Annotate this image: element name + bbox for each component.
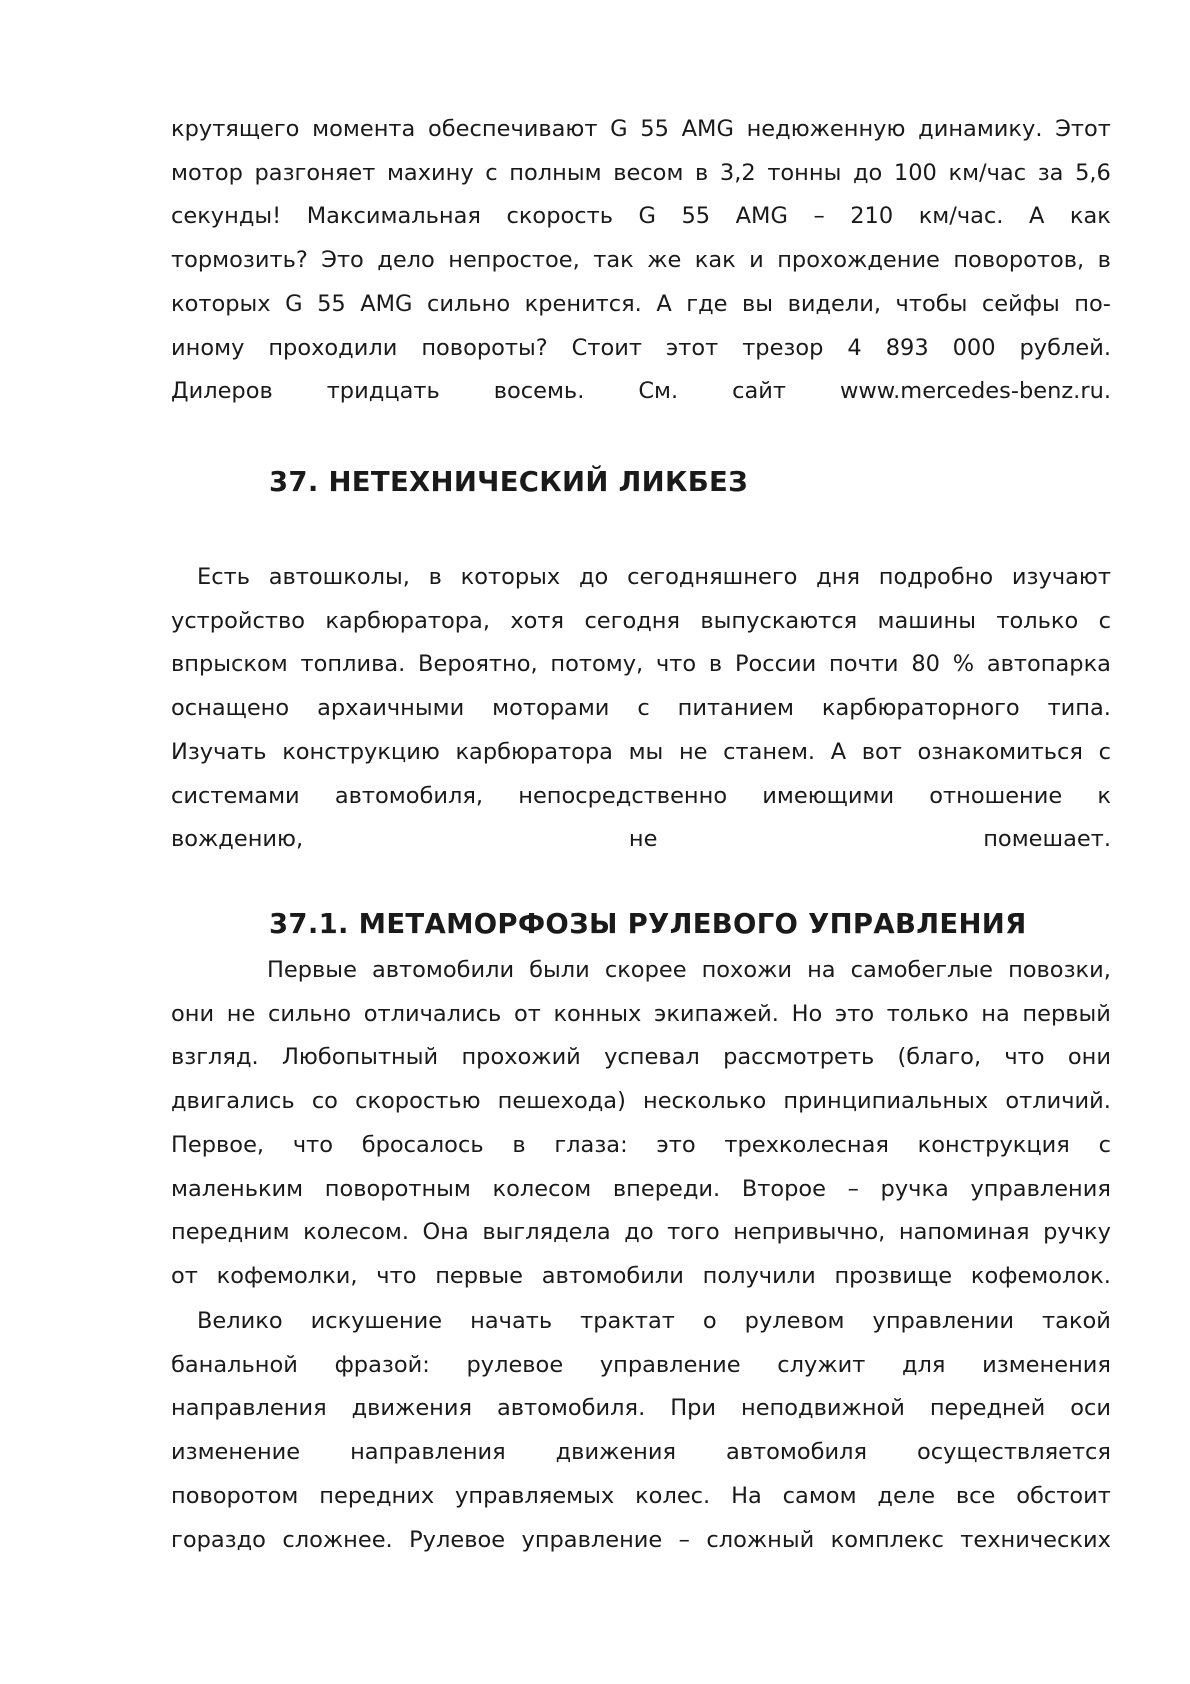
word: взгляд.: [171, 1044, 259, 1071]
text-line: [171, 1519, 1111, 1563]
word: –: [678, 1526, 690, 1553]
word: динамику.: [918, 116, 1043, 142]
word: управление: [599, 1351, 741, 1378]
word: направления: [171, 1395, 327, 1422]
word: G: [638, 203, 656, 230]
word: сильно: [426, 290, 511, 317]
word: Изучать: [171, 738, 267, 765]
word: поворотом: [171, 1482, 299, 1509]
word: самом: [782, 1482, 857, 1509]
word: передних: [319, 1482, 435, 1509]
word: вождению,: [171, 826, 304, 853]
section-heading-37: 37. НЕТЕХНИЧЕСКИЙ ЛИКБЕЗ: [269, 466, 748, 498]
text-line: [171, 152, 1111, 196]
word: в: [1097, 247, 1111, 274]
word: чтобы: [895, 290, 968, 317]
word: видели,: [787, 290, 882, 317]
word: скоростью: [355, 1088, 481, 1115]
word: дня: [816, 564, 860, 590]
word: такой: [1042, 1308, 1111, 1334]
word: это: [834, 1000, 875, 1027]
word: банальной: [171, 1351, 298, 1378]
word: сайт: [732, 378, 787, 405]
word: принципиальных: [783, 1088, 989, 1115]
word: 55: [681, 203, 711, 230]
word: колес.: [635, 1482, 711, 1509]
word: машины: [877, 607, 976, 634]
word: Есть: [197, 564, 250, 590]
word: колесом: [492, 1175, 592, 1202]
word: повозки,: [1008, 957, 1111, 983]
text-line: [171, 283, 1111, 327]
word: впереди.: [612, 1175, 721, 1202]
word: AMG: [681, 116, 734, 142]
word: конных: [553, 1000, 642, 1027]
word: типа.: [1047, 695, 1111, 722]
word: G: [285, 290, 303, 317]
text-line: [171, 949, 1111, 993]
word: выглядела: [482, 1219, 611, 1246]
word: –: [847, 1175, 859, 1202]
word: в: [695, 159, 709, 186]
word: только: [886, 1000, 969, 1027]
word: км/час.: [918, 203, 1004, 230]
word: тридцать: [326, 378, 440, 405]
word: что: [655, 651, 697, 678]
word: фразой:: [334, 1351, 430, 1378]
word: пешехода): [497, 1088, 626, 1115]
word: от: [513, 1000, 541, 1027]
word: автомобили: [541, 1262, 684, 1289]
word: похожи: [701, 957, 793, 983]
word: до: [852, 159, 883, 186]
word: в: [428, 564, 442, 590]
word: тонны: [767, 159, 842, 186]
paragraph-section-37-1-b: [171, 1300, 1111, 1562]
word: так: [593, 247, 634, 274]
word: AMG: [360, 290, 413, 317]
word: См.: [638, 378, 679, 405]
word: поворотным: [324, 1175, 471, 1202]
paragraph-section-37-1-a: [171, 949, 1111, 1299]
word: сильно: [267, 1000, 352, 1027]
word: не: [226, 1000, 256, 1027]
word: Дилеров: [171, 378, 273, 405]
word: карбюратора: [455, 738, 613, 765]
word: отличий.: [1005, 1088, 1111, 1115]
text-line: [171, 1255, 1111, 1299]
word: помешает.: [983, 826, 1111, 853]
word: управлении: [872, 1308, 1015, 1334]
word: 3,2: [719, 159, 756, 186]
word: на: [807, 957, 836, 983]
word: На: [731, 1482, 762, 1509]
word: Второе: [741, 1175, 827, 1202]
word: разгоняет: [254, 159, 376, 186]
word: гораздо: [171, 1526, 266, 1553]
word: поворотов,: [953, 247, 1085, 274]
word: 100: [893, 159, 937, 186]
word: ручку: [1043, 1219, 1111, 1246]
word: ручка: [880, 1175, 949, 1202]
text-line: [171, 775, 1111, 819]
word: Велико: [197, 1308, 283, 1334]
word: сегодня: [584, 607, 681, 634]
word: прохождение: [777, 247, 940, 274]
word: движения: [351, 1395, 473, 1422]
word: первые: [435, 1262, 523, 1289]
text-line: [171, 1344, 1111, 1388]
word: как: [694, 247, 736, 274]
word: о: [702, 1308, 717, 1334]
word: для: [901, 1351, 946, 1378]
word: технических: [960, 1526, 1111, 1553]
word: изучают: [1011, 564, 1111, 590]
text-line: [171, 1300, 1111, 1344]
word: карбюратора,: [325, 607, 490, 634]
word: начать: [470, 1308, 553, 1334]
word: обстоит: [1016, 1482, 1111, 1509]
word: 893: [885, 334, 929, 361]
word: же: [647, 247, 682, 274]
word: искушение: [310, 1308, 443, 1334]
word: автомобиля.: [497, 1395, 646, 1422]
word: до: [624, 1219, 654, 1246]
word: служит: [777, 1351, 866, 1378]
word: G: [610, 116, 628, 142]
word: моторами: [492, 695, 610, 722]
word: все: [955, 1482, 996, 1509]
word: несколько: [642, 1088, 767, 1115]
word: управление: [521, 1526, 663, 1553]
word: А: [656, 290, 672, 317]
word: напоминая: [898, 1219, 1030, 1246]
word: деле: [877, 1482, 936, 1509]
word: трехколесная: [724, 1131, 889, 1158]
word: имеющими: [762, 782, 895, 809]
word: и: [749, 247, 764, 274]
word: непосредственно: [518, 782, 728, 809]
word: автопарка: [986, 651, 1111, 678]
word: не: [678, 738, 708, 765]
word: это: [656, 1131, 696, 1158]
word: которых: [460, 564, 561, 590]
word: Первые: [267, 957, 357, 983]
word: сейфы: [981, 290, 1060, 317]
word: кофемолок.: [970, 1262, 1111, 1289]
word: Но: [791, 1000, 823, 1027]
word: с: [1098, 738, 1111, 765]
word: передней: [929, 1395, 1046, 1422]
word: управляемых: [455, 1482, 615, 1509]
word: трактат: [580, 1308, 675, 1334]
word: осуществляется: [916, 1439, 1111, 1466]
word: неподвижной: [741, 1395, 905, 1422]
document-page: [171, 108, 1111, 1553]
word: топлива.: [300, 651, 406, 678]
word: Она: [422, 1219, 469, 1246]
section-heading-37-1: 37.1. МЕТАМОРФОЗЫ РУЛЕВОГО УПРАВЛЕНИЯ: [269, 908, 1027, 940]
word: успевал: [604, 1044, 700, 1071]
word: вы: [742, 290, 774, 317]
word: хотя: [510, 607, 565, 634]
word: потому,: [550, 651, 644, 678]
word: Этот: [1055, 116, 1111, 142]
text-line: [171, 600, 1111, 644]
word: непростое,: [448, 247, 580, 274]
word: сегодняшнего: [627, 564, 798, 590]
word: до: [579, 564, 609, 590]
word: что: [376, 1262, 417, 1289]
word: секунды!: [171, 203, 282, 230]
word: России: [734, 651, 817, 678]
word: первый: [1022, 1000, 1111, 1027]
word: скорее: [604, 957, 687, 983]
word: они: [171, 1000, 215, 1027]
word: того: [667, 1219, 720, 1246]
word: прозвище: [834, 1262, 953, 1289]
word: за: [1037, 159, 1064, 186]
word: махину: [386, 159, 474, 186]
word: сложный: [706, 1526, 815, 1553]
word: 4: [847, 334, 862, 361]
word: AMG: [735, 203, 788, 230]
word: момента: [312, 116, 416, 142]
word: впрыском: [171, 651, 288, 678]
word: ознакомиться: [917, 738, 1083, 765]
word: вот: [861, 738, 902, 765]
word: автомобиля,: [334, 782, 484, 809]
word: При: [670, 1395, 717, 1422]
word: непривычно,: [733, 1219, 886, 1246]
paragraph-section-37: [171, 556, 1111, 862]
word: восемь.: [493, 378, 585, 405]
word: маленьким: [171, 1175, 304, 1202]
word: к: [1097, 782, 1111, 809]
word: 55: [317, 290, 346, 317]
word: почти: [829, 651, 899, 678]
word: автомобили: [371, 957, 515, 983]
word: изменения: [982, 1351, 1111, 1378]
word: колесом.: [303, 1219, 409, 1246]
word: недюженную: [746, 116, 906, 142]
word: этот: [665, 334, 719, 361]
text-line: [171, 1168, 1111, 1212]
text-line: [171, 195, 1111, 239]
word: повороты?: [421, 334, 548, 361]
text-line: [171, 818, 1111, 862]
word: Максимальная: [306, 203, 481, 230]
word: рулевом: [744, 1308, 845, 1334]
word: –: [813, 203, 825, 230]
word: направления: [350, 1439, 506, 1466]
word: полным: [509, 159, 602, 186]
word: архаичными: [317, 695, 465, 722]
word: не: [628, 826, 658, 853]
word: скорость: [506, 203, 613, 230]
word: отношение: [929, 782, 1063, 809]
word: подробно: [878, 564, 994, 590]
word: комплекс: [830, 1526, 944, 1553]
paragraph-intro: [171, 108, 1111, 414]
word: которых: [171, 290, 271, 317]
word: от: [171, 1262, 198, 1289]
word: 000: [952, 334, 996, 361]
word: оснащено: [171, 695, 290, 722]
word: получили: [702, 1262, 816, 1289]
word: А: [830, 738, 847, 765]
word: кренится.: [524, 290, 642, 317]
word: рассмотреть: [723, 1044, 875, 1071]
word: крутящего: [171, 116, 300, 142]
word: 5,6: [1075, 159, 1111, 186]
word: А: [1028, 203, 1045, 230]
text-line: [171, 556, 1111, 600]
word: системами: [171, 782, 300, 809]
word: станем.: [723, 738, 816, 765]
text-line: [171, 327, 1111, 371]
word: управления: [970, 1175, 1111, 1202]
word: мотор: [171, 159, 243, 186]
word: выпускаются: [700, 607, 858, 634]
word: с: [1098, 607, 1111, 634]
word: Любопытный: [281, 1044, 439, 1071]
word: с: [1098, 1131, 1111, 1158]
word: в: [708, 651, 723, 678]
word: глаза:: [554, 1131, 628, 1158]
word: в: [512, 1131, 526, 1158]
word: Это: [321, 247, 364, 274]
word: устройство: [171, 607, 305, 634]
word: оси: [1070, 1395, 1111, 1422]
text-line: [171, 108, 1111, 152]
word: рублей.: [1019, 334, 1111, 361]
word: рулевое: [466, 1351, 564, 1378]
word: иному: [171, 334, 245, 361]
word: тормозить?: [171, 247, 308, 274]
word: Рулевое: [409, 1526, 506, 1553]
word: они: [1067, 1044, 1111, 1071]
word: дело: [377, 247, 435, 274]
word: на: [981, 1000, 1010, 1027]
word: www.mercedes-benz.ru.: [840, 378, 1111, 405]
word: 210: [850, 203, 894, 230]
word: (благо,: [897, 1044, 982, 1071]
text-line: [171, 687, 1111, 731]
word: конструкцию: [282, 738, 440, 765]
text-line: [171, 993, 1111, 1037]
text-line: [171, 1036, 1111, 1080]
word: где: [686, 290, 728, 317]
word: что: [292, 1131, 333, 1158]
text-line: [171, 239, 1111, 283]
word: были: [529, 957, 590, 983]
word: кофемолки,: [216, 1262, 358, 1289]
word: самобеглые: [850, 957, 994, 983]
word: сложнее.: [282, 1526, 393, 1553]
text-line: [171, 731, 1111, 775]
word: прохожий: [461, 1044, 581, 1071]
word: изменение: [171, 1439, 301, 1466]
word: движения: [555, 1439, 677, 1466]
text-line: [171, 1211, 1111, 1255]
word: км/час: [948, 159, 1027, 186]
word: бросалось: [361, 1131, 484, 1158]
text-line: [171, 643, 1111, 687]
word: конструкция: [917, 1131, 1070, 1158]
text-line: [171, 1431, 1111, 1475]
word: 80: [911, 651, 940, 678]
word: по-: [1074, 290, 1111, 317]
word: двигались: [171, 1088, 295, 1115]
text-line: [171, 370, 1111, 414]
word: %: [952, 651, 975, 678]
word: Стоит: [571, 334, 642, 361]
text-line: [171, 1475, 1111, 1519]
word: автомобиля: [725, 1439, 868, 1466]
text-line: [171, 1080, 1111, 1124]
word: весом: [613, 159, 684, 186]
word: трезор: [742, 334, 824, 361]
word: карбюраторного: [821, 695, 1020, 722]
text-line: [171, 1387, 1111, 1431]
word: экипажей.: [653, 1000, 779, 1027]
word: автошколы,: [268, 564, 410, 590]
word: со: [311, 1088, 338, 1115]
word: как: [1069, 203, 1111, 230]
word: обеспечивают: [428, 116, 598, 142]
word: передним: [171, 1219, 290, 1246]
word: Первое,: [171, 1131, 265, 1158]
word: отличались: [363, 1000, 502, 1027]
word: с: [485, 159, 498, 186]
word: мы: [628, 738, 664, 765]
word: только: [996, 607, 1079, 634]
word: с: [637, 695, 650, 722]
word: 55: [640, 116, 669, 142]
word: питанием: [677, 695, 794, 722]
word: Вероятно,: [418, 651, 538, 678]
word: что: [1004, 1044, 1045, 1071]
word: проходили: [268, 334, 398, 361]
text-line: [171, 1124, 1111, 1168]
